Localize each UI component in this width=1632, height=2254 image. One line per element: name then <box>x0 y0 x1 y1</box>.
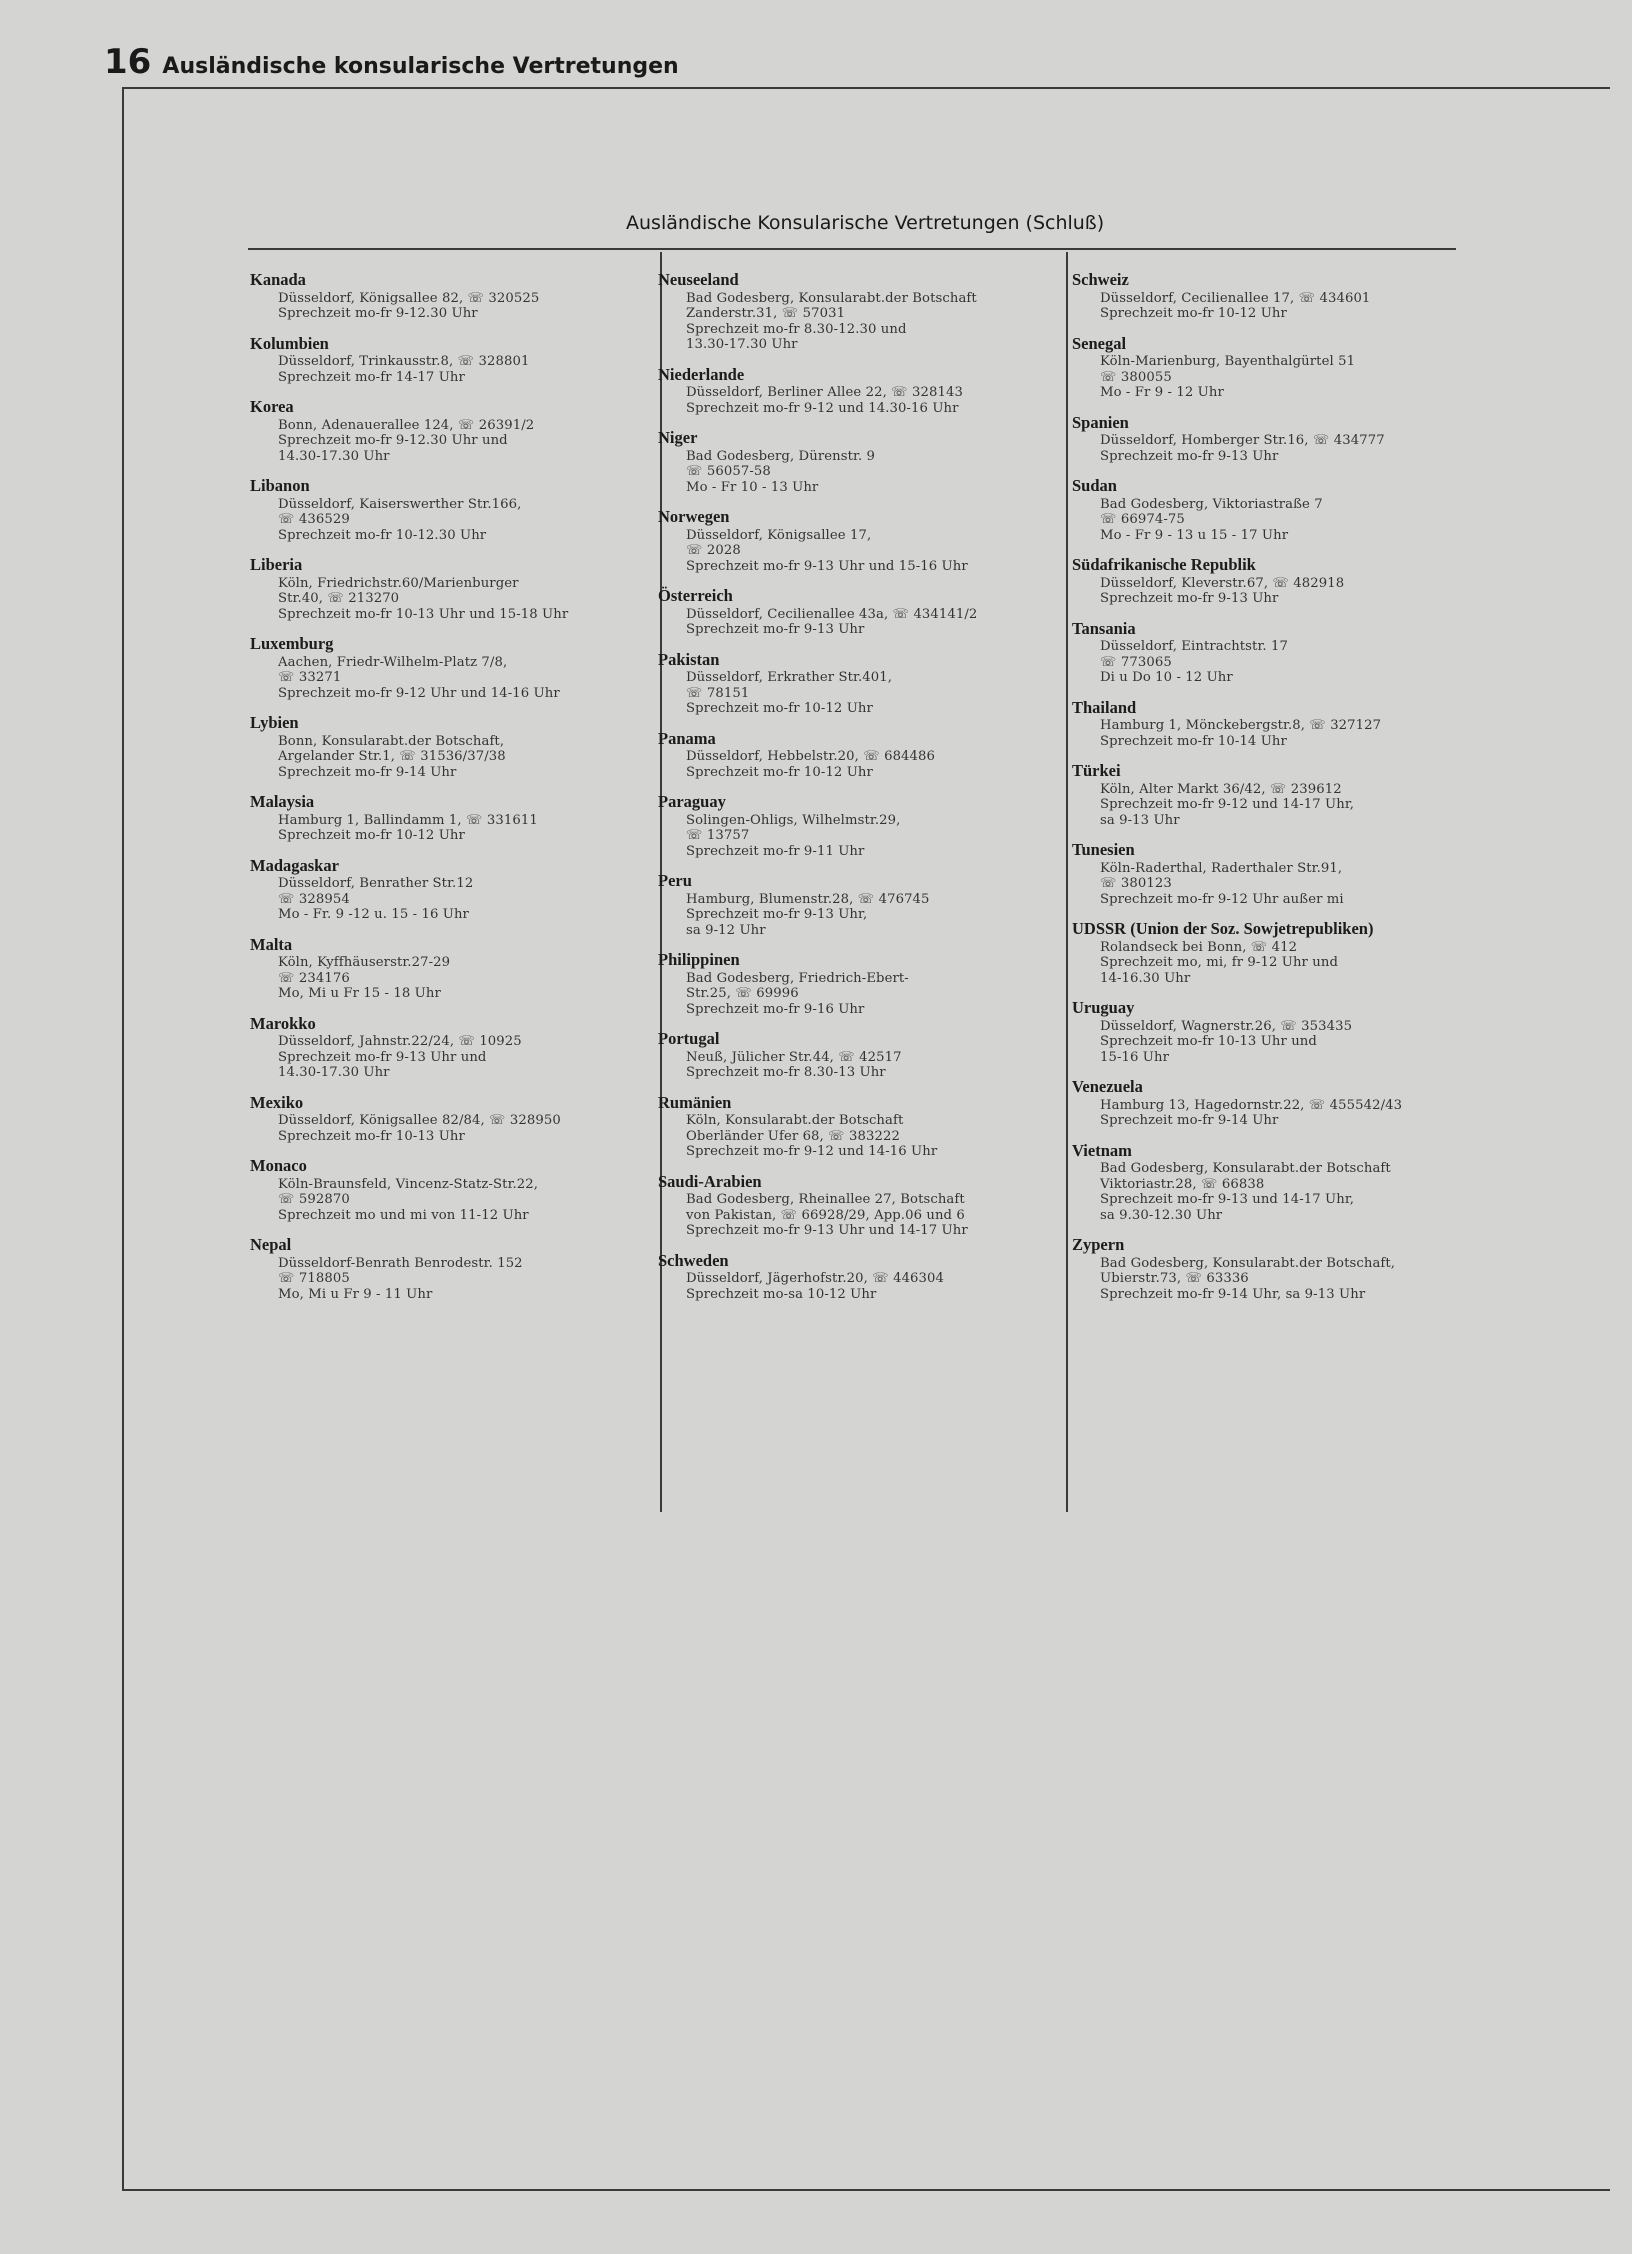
country-name: Zypern <box>1072 1235 1125 1254</box>
consulate-detail-line: Bonn, Konsularabt.der Botschaft, <box>278 733 505 749</box>
consulate-detail-line: Ubierstr.73, ☏ 63336 <box>1100 1271 1249 1286</box>
consulate-detail-line: Düsseldorf, Homberger Str.16, ☏ 434777 <box>1100 433 1385 448</box>
country-name: Monaco <box>250 1156 307 1175</box>
consulate-detail-line: Hamburg, Blumenstr.28, ☏ 476745 <box>686 891 930 907</box>
consulate-detail-line: Hamburg 13, Hagedornstr.22, ☏ 455542/43 <box>1100 1097 1403 1113</box>
page-number: 16 <box>104 42 152 82</box>
consulate-detail-line: ☏ 33271 <box>278 670 342 685</box>
consulate-detail-line: ☏ 56057-58 <box>686 464 771 479</box>
consulate-entry <box>658 952 1053 1017</box>
consulate-detail-line: Sprechzeit mo-fr 10-13 Uhr <box>278 1128 465 1144</box>
consulate-entry <box>658 364 1053 417</box>
column-3 <box>1072 272 1467 1316</box>
consulate-detail-line: Viktoriastr.28, ☏ 66838 <box>1100 1176 1265 1192</box>
consulate-detail-line: Sprechzeit mo-fr 9-13 und 14-17 Uhr, <box>1100 1192 1355 1207</box>
consulate-entry <box>1072 1140 1467 1224</box>
consulate-detail-line: ☏ 592870 <box>278 1192 350 1207</box>
consulate-entry <box>250 715 645 780</box>
consulate-entry <box>658 728 1053 781</box>
consulate-detail-line: Sprechzeit mo-fr 8.30-13 Uhr <box>686 1065 886 1080</box>
consulate-detail-line: Sprechzeit mo-fr 10-12.30 Uhr <box>278 527 487 543</box>
consulate-entry <box>250 636 645 701</box>
running-title: Ausländische konsularische Vertretungen <box>162 54 679 79</box>
consulate-entry <box>658 1250 1053 1303</box>
consulate-detail-line: Sprechzeit mo-fr 10-14 Uhr <box>1100 733 1287 749</box>
consulate-detail-line: Bad Godesberg, Dürenstr. 9 <box>686 448 876 464</box>
consulate-detail-line: Düsseldorf, Hebbelstr.20, ☏ 684486 <box>686 749 936 764</box>
consulate-detail-line: Düsseldorf, Berliner Allee 22, ☏ 328143 <box>686 385 963 400</box>
consulate-detail-line: ☏ 773065 <box>1100 654 1172 670</box>
consulate-detail-line: ☏ 2028 <box>686 543 741 558</box>
country-name: Tansania <box>1072 618 1136 638</box>
consulate-detail-line: ☏ 78151 <box>686 685 750 701</box>
consulate-detail-line: Köln-Marienburg, Bayenthalgürtel 51 <box>1100 354 1356 369</box>
consulate-entry <box>658 873 1053 938</box>
consulate-detail-line: Bad Godesberg, Konsularabt.der Botschaft <box>686 290 977 306</box>
consulate-entry <box>1072 1237 1467 1302</box>
country-name: Madagaskar <box>250 855 339 875</box>
title-rule <box>248 248 1456 250</box>
country-name: Lybien <box>250 713 299 732</box>
consulate-detail-line: Bad Godesberg, Konsularabt.der Botschaft <box>1100 1161 1391 1176</box>
consulate-detail-line: Düsseldorf, Trinkausstr.8, ☏ 328801 <box>278 354 530 369</box>
consulate-entry <box>250 1158 645 1223</box>
consulate-entry <box>658 794 1053 859</box>
consulate-detail-line: Rolandseck bei Bonn, ☏ 412 <box>1100 939 1298 955</box>
consulate-detail-line: Düsseldorf, Königsallee 82, ☏ 320525 <box>278 290 540 306</box>
country-name: Vietnam <box>1072 1140 1132 1160</box>
column-1 <box>250 272 645 1316</box>
consulate-detail-line: ☏ 13757 <box>686 828 750 843</box>
country-name: Panama <box>658 728 716 748</box>
consulate-detail-line: Sprechzeit mo-fr 8.30-12.30 und <box>686 321 907 337</box>
country-name: UDSSR (Union der Soz. Sowjetrepubliken) <box>1072 919 1374 938</box>
consulate-entry <box>658 1031 1053 1081</box>
consulate-detail-line: Düsseldorf, Erkrather Str.401, <box>686 670 893 685</box>
consulate-detail-line: ☏ 328954 <box>278 891 350 907</box>
consulate-detail-line: Bad Godesberg, Viktoriastraße 7 <box>1100 496 1323 512</box>
country-name: Saudi-Arabien <box>658 1171 762 1191</box>
consulate-entry <box>1072 333 1467 401</box>
consulate-detail-line: Düsseldorf, Benrather Str.12 <box>278 876 474 891</box>
consulate-entry <box>1072 921 1467 986</box>
consulate-detail-line: Köln, Konsularabt.der Botschaft <box>686 1113 904 1128</box>
consulate-detail-line: 15-16 Uhr <box>1100 1049 1170 1065</box>
consulate-detail-line: ☏ 718805 <box>278 1271 350 1286</box>
country-name: Uruguay <box>1072 998 1135 1017</box>
consulate-detail-line: Str.25, ☏ 69996 <box>686 986 799 1001</box>
consulate-detail-line: Düsseldorf, Wagnerstr.26, ☏ 353435 <box>1100 1018 1353 1034</box>
country-name: Pakistan <box>658 649 720 669</box>
consulate-detail-line: Aachen, Friedr-Wilhelm-Platz 7/8, <box>278 654 508 670</box>
country-name: Portugal <box>658 1029 720 1048</box>
consulate-detail-line: Sprechzeit mo-fr 9-13 Uhr <box>1100 591 1279 606</box>
country-name: Korea <box>250 397 294 416</box>
consulate-detail-line: Sprechzeit mo-fr 10-12 Uhr <box>686 764 873 780</box>
consulate-detail-line: Sprechzeit mo-fr 10-12 Uhr <box>686 701 873 716</box>
country-name: Peru <box>658 871 692 890</box>
consulate-detail-line: Sprechzeit mo und mi von 11-12 Uhr <box>278 1207 529 1223</box>
consulate-detail-line: Düsseldorf, Kaiserswerther Str.166, <box>278 496 522 512</box>
column-divider <box>1066 252 1068 1512</box>
consulate-detail-line: Düsseldorf, Cecilienallee 43a, ☏ 434141/2 <box>686 606 978 622</box>
country-name: Liberia <box>250 555 303 574</box>
consulate-detail-line: Sprechzeit mo-fr 9-12 Uhr außer mi <box>1100 891 1344 907</box>
consulate-detail-line: Sprechzeit mo-fr 9-12 und 14-16 Uhr <box>686 1144 938 1159</box>
consulate-entry <box>658 272 1053 353</box>
country-name: Österreich <box>658 586 733 605</box>
country-name: Marokko <box>250 1013 316 1033</box>
consulate-detail-line: 14-16.30 Uhr <box>1100 970 1191 986</box>
consulate-detail-line: Köln, Kyffhäuserstr.27-29 <box>278 955 451 970</box>
consulate-detail-line: Mo - Fr 9 - 13 u 15 - 17 Uhr <box>1100 527 1289 543</box>
consulate-detail-line: Düsseldorf, Eintrachtstr. 17 <box>1100 639 1288 654</box>
country-name: Senegal <box>1072 333 1127 353</box>
country-name: Tunesien <box>1072 840 1135 859</box>
consulate-entry <box>250 272 645 322</box>
country-name: Schweden <box>658 1250 729 1270</box>
country-name: Neuseeland <box>658 270 739 289</box>
consulate-detail-line: Sprechzeit mo-fr 9-12.30 Uhr und <box>278 433 508 448</box>
consulate-entry <box>250 794 645 844</box>
consulate-detail-line: Sprechzeit mo-fr 9-13 Uhr <box>1100 448 1279 464</box>
consulate-detail-line: 14.30-17.30 Uhr <box>278 1065 390 1080</box>
consulate-entry <box>250 1092 645 1145</box>
country-name: Malaysia <box>250 792 315 811</box>
country-name: Niederlande <box>658 364 745 384</box>
consulate-entry <box>658 588 1053 638</box>
page-header <box>104 42 679 82</box>
country-name: Thailand <box>1072 697 1137 717</box>
consulate-entry <box>250 855 645 923</box>
consulate-detail-line: Str.40, ☏ 213270 <box>278 591 400 606</box>
consulate-detail-line: ☏ 436529 <box>278 512 350 527</box>
consulate-detail-line: Sprechzeit mo-fr 9-16 Uhr <box>686 1001 865 1017</box>
consulate-detail-line: Argelander Str.1, ☏ 31536/37/38 <box>278 749 506 764</box>
country-name: Südafrikanische Republik <box>1072 555 1256 574</box>
consulate-detail-line: Mo - Fr 9 - 12 Uhr <box>1100 385 1224 400</box>
consulate-detail-line: Sprechzeit mo-sa 10-12 Uhr <box>686 1286 877 1302</box>
country-name: Schweiz <box>1072 270 1129 289</box>
consulate-detail-line: Sprechzeit mo-fr 9-12 Uhr und 14-16 Uhr <box>278 685 560 701</box>
consulate-detail-line: Sprechzeit mo-fr 9-13 Uhr, <box>686 907 868 922</box>
consulate-detail-line: Düsseldorf, Jägerhofstr.20, ☏ 446304 <box>686 1271 945 1286</box>
consulate-detail-line: Sprechzeit mo-fr 10-13 Uhr und 15-18 Uhr <box>278 606 569 622</box>
consulate-detail-line: Sprechzeit mo-fr 9-14 Uhr, sa 9-13 Uhr <box>1100 1286 1366 1302</box>
consulate-detail-line: Mo - Fr. 9 -12 u. 15 - 16 Uhr <box>278 907 469 922</box>
consulate-detail-line: Sprechzeit mo-fr 9-12.30 Uhr <box>278 306 478 321</box>
consulate-entry <box>250 1013 645 1081</box>
country-name: Libanon <box>250 476 310 495</box>
list-title: Ausländische Konsularische Vertretungen (Schluß) <box>626 212 1105 234</box>
consulate-entry <box>658 1171 1053 1239</box>
consulate-detail-line: Solingen-Ohligs, Wilhelmstr.29, <box>686 812 901 828</box>
consulate-detail-line: Köln, Alter Markt 36/42, ☏ 239612 <box>1100 781 1342 797</box>
consulate-entry <box>250 478 645 543</box>
consulate-detail-line: sa 9-13 Uhr <box>1100 812 1180 828</box>
consulate-detail-line: Zanderstr.31, ☏ 57031 <box>686 306 846 321</box>
consulate-detail-line: Düsseldorf, Kleverstr.67, ☏ 482918 <box>1100 575 1345 591</box>
consulate-entry <box>1072 557 1467 607</box>
consulate-detail-line: sa 9.30-12.30 Uhr <box>1100 1207 1223 1223</box>
consulate-detail-line: Sprechzeit mo-fr 9-13 Uhr und <box>278 1049 487 1065</box>
consulate-detail-line: Neuß, Jülicher Str.44, ☏ 42517 <box>686 1049 902 1065</box>
consulate-detail-line: Sprechzeit mo-fr 10-12 Uhr <box>1100 306 1287 321</box>
consulate-detail-line: Bad Godesberg, Friedrich-Ebert- <box>686 970 909 986</box>
consulate-detail-line: Düsseldorf, Königsallee 17, <box>686 527 872 543</box>
consulate-detail-line: Sprechzeit mo-fr 9-12 und 14-17 Uhr, <box>1100 797 1355 812</box>
consulate-detail-line: Hamburg 1, Mönckebergstr.8, ☏ 327127 <box>1100 718 1382 733</box>
country-name: Paraguay <box>658 792 726 811</box>
consulate-entry <box>1072 618 1467 686</box>
consulate-detail-line: Sprechzeit mo-fr 9-11 Uhr <box>686 843 865 859</box>
country-name: Spanien <box>1072 412 1129 432</box>
consulate-detail-line: Düsseldorf-Benrath Benrodestr. 152 <box>278 1255 523 1271</box>
country-name: Venezuela <box>1072 1077 1143 1096</box>
consulate-entry <box>1072 412 1467 465</box>
consulate-detail-line: ☏ 234176 <box>278 970 350 986</box>
consulate-detail-line: Bad Godesberg, Konsularabt.der Botschaft, <box>1100 1255 1396 1271</box>
country-name: Rumänien <box>658 1092 732 1112</box>
consulate-detail-line: Oberländer Ufer 68, ☏ 383222 <box>686 1128 900 1144</box>
consulate-entry <box>1072 697 1467 750</box>
consulate-detail-line: Sprechzeit mo-fr 10-12 Uhr <box>278 828 465 843</box>
consulate-entry <box>1072 1079 1467 1129</box>
country-name: Türkei <box>1072 761 1121 780</box>
consulate-entry <box>1072 842 1467 907</box>
country-name: Philippinen <box>658 950 740 969</box>
consulate-detail-line: Sprechzeit mo-fr 9-13 Uhr und 14-17 Uhr <box>686 1223 968 1238</box>
consulate-detail-line: Sprechzeit mo-fr 9-13 Uhr <box>686 622 865 637</box>
consulate-detail-line: ☏ 66974-75 <box>1100 512 1185 527</box>
consulate-detail-line: Köln-Raderthal, Raderthaler Str.91, <box>1100 860 1343 876</box>
consulate-detail-line: ☏ 380123 <box>1100 876 1172 891</box>
consulate-detail-line: 14.30-17.30 Uhr <box>278 448 390 464</box>
consulate-detail-line: von Pakistan, ☏ 66928/29, App.06 und 6 <box>686 1207 965 1223</box>
consulate-detail-line: Düsseldorf, Cecilienallee 17, ☏ 434601 <box>1100 290 1371 306</box>
consulate-entry <box>250 934 645 1002</box>
consulate-detail-line: Düsseldorf, Königsallee 82/84, ☏ 328950 <box>278 1113 561 1128</box>
country-name: Malta <box>250 934 293 954</box>
consulate-detail-line: sa 9-12 Uhr <box>686 922 766 938</box>
country-name: Kolumbien <box>250 333 329 353</box>
consulate-detail-line: Sprechzeit mo-fr 9-13 Uhr und 15-16 Uhr <box>686 558 968 574</box>
consulate-detail-line: Bonn, Adenauerallee 124, ☏ 26391/2 <box>278 417 535 433</box>
consulate-entry <box>1072 272 1467 322</box>
consulate-detail-line: Sprechzeit mo-fr 9-14 Uhr <box>1100 1113 1279 1128</box>
consulate-detail-line: Sprechzeit mo-fr 14-17 Uhr <box>278 369 465 385</box>
consulate-detail-line: Köln-Braunsfeld, Vincenz-Statz-Str.22, <box>278 1176 539 1192</box>
consulate-entry <box>658 430 1053 495</box>
consulate-detail-line: Sprechzeit mo, mi, fr 9-12 Uhr und <box>1100 955 1338 970</box>
consulate-detail-line: Di u Do 10 - 12 Uhr <box>1100 670 1233 685</box>
consulate-entry <box>250 1237 645 1302</box>
consulate-detail-line: Mo - Fr 10 - 13 Uhr <box>686 479 819 495</box>
consulate-detail-line: ☏ 380055 <box>1100 369 1172 385</box>
consulate-detail-line: Mo, Mi u Fr 9 - 11 Uhr <box>278 1286 433 1302</box>
country-name: Kanada <box>250 270 306 289</box>
consulate-entry <box>250 333 645 386</box>
consulate-entry <box>1072 478 1467 543</box>
country-name: Niger <box>658 428 698 447</box>
country-name: Mexiko <box>250 1092 304 1112</box>
country-name: Nepal <box>250 1235 292 1254</box>
consulate-entry <box>658 649 1053 717</box>
consulate-entry <box>658 1092 1053 1160</box>
consulate-detail-line: Hamburg 1, Ballindamm 1, ☏ 331611 <box>278 812 538 828</box>
country-name: Norwegen <box>658 507 730 526</box>
country-name: Sudan <box>1072 476 1117 495</box>
consulate-detail-line: Köln, Friedrichstr.60/Marienburger <box>278 575 519 591</box>
column-2 <box>658 272 1053 1316</box>
consulate-detail-line: Sprechzeit mo-fr 9-14 Uhr <box>278 764 457 780</box>
consulate-entry <box>250 399 645 464</box>
consulate-detail-line: 13.30-17.30 Uhr <box>686 337 798 352</box>
consulate-entry <box>658 509 1053 574</box>
consulate-detail-line: Bad Godesberg, Rheinallee 27, Botschaft <box>686 1192 965 1207</box>
consulate-detail-line: Düsseldorf, Jahnstr.22/24, ☏ 10925 <box>278 1034 522 1049</box>
consulate-entry <box>1072 763 1467 828</box>
consulate-entry <box>250 557 645 622</box>
country-name: Luxemburg <box>250 634 334 653</box>
consulate-detail-line: Sprechzeit mo-fr 10-13 Uhr und <box>1100 1034 1317 1049</box>
consulate-detail-line: Sprechzeit mo-fr 9-12 und 14.30-16 Uhr <box>686 400 959 416</box>
consulate-entry <box>1072 1000 1467 1065</box>
consulate-detail-line: Mo, Mi u Fr 15 - 18 Uhr <box>278 986 441 1001</box>
